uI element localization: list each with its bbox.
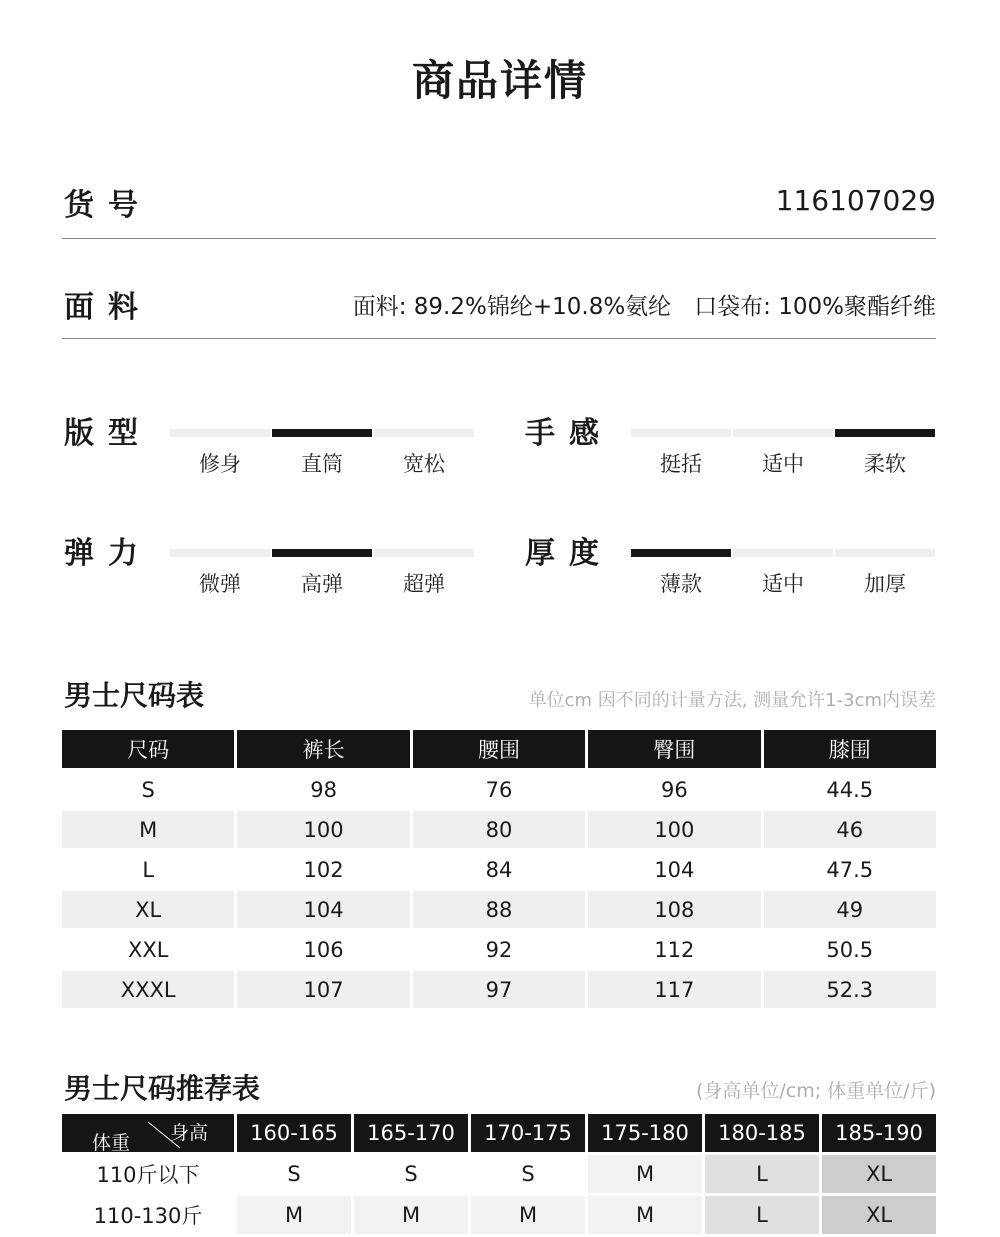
fit-seg-0 xyxy=(170,429,270,437)
table-cell: 47.5 xyxy=(826,857,874,882)
fit-seg-1 xyxy=(272,429,372,437)
table-cell: L xyxy=(142,857,155,882)
stretch-seg-0 xyxy=(170,549,270,557)
table-cell: 98 xyxy=(310,777,337,802)
table-cell: 104 xyxy=(237,891,409,928)
recommend-chart-title: 男士尺码推荐表 xyxy=(64,1072,261,1105)
table-row xyxy=(62,931,936,968)
table-cell: 104 xyxy=(654,857,695,882)
table-cell: XL xyxy=(62,891,234,928)
table-cell: 52.3 xyxy=(764,971,936,1008)
corner-weight-label: 体重 xyxy=(92,1132,131,1154)
table-header: 裤长 xyxy=(237,730,409,768)
table-cell: XXL xyxy=(127,937,169,962)
table-cell: 100 xyxy=(237,811,409,848)
recommend-chart-table xyxy=(59,1111,939,1237)
table-header: 尺码 xyxy=(62,730,234,768)
table-cell: S xyxy=(471,1155,585,1193)
size-chart-note: 单位cm 因不同的计量方法, 测量允许1-3cm内误差 xyxy=(528,690,936,711)
table-cell: 97 xyxy=(413,971,585,1008)
table-header: 170-175 xyxy=(471,1114,585,1152)
stretch-option: 微弹 xyxy=(199,572,241,596)
stretch-seg-1 xyxy=(272,549,372,557)
fabric-label: 面料 xyxy=(64,290,152,325)
table-cell: 80 xyxy=(413,811,585,848)
table-header: 臀围 xyxy=(588,730,760,768)
table-cell: 46 xyxy=(764,811,936,848)
page-title: 商品详情 xyxy=(411,56,588,105)
fit-option: 宽松 xyxy=(403,452,445,476)
table-cell: M xyxy=(62,811,234,848)
table-header: 180-185 xyxy=(705,1114,819,1152)
table-cell: L xyxy=(705,1155,819,1193)
table-header: 165-170 xyxy=(354,1114,468,1152)
divider xyxy=(62,338,936,339)
thickness-option: 加厚 xyxy=(864,572,906,596)
table-cell: XL xyxy=(822,1196,936,1234)
table-header: 160-165 xyxy=(237,1114,351,1152)
feel-option: 挺括 xyxy=(660,452,702,476)
table-row xyxy=(62,891,936,928)
fit-seg-2 xyxy=(374,429,474,437)
table-header: 175-180 xyxy=(588,1114,702,1152)
table-cell: XL xyxy=(822,1155,936,1193)
table-row xyxy=(62,811,936,848)
table-cell: 88 xyxy=(413,891,585,928)
thickness-option: 薄款 xyxy=(660,572,702,596)
item-no-label: 货号 xyxy=(64,188,152,223)
table-cell: L xyxy=(705,1196,819,1234)
fit-option: 修身 xyxy=(199,452,241,476)
table-cell: XXXL xyxy=(62,971,234,1008)
table-cell: 76 xyxy=(485,777,513,802)
table-cell: 107 xyxy=(237,971,409,1008)
table-cell: 84 xyxy=(485,857,513,882)
table-cell: 44.5 xyxy=(826,777,874,802)
table-row xyxy=(62,971,936,1008)
table-cell: S xyxy=(237,1155,351,1193)
feel-seg-2 xyxy=(835,429,935,437)
attr-label-fit: 版型 xyxy=(64,416,152,451)
attr-label-stretch: 弹力 xyxy=(64,536,152,571)
thickness-seg-2 xyxy=(835,549,935,557)
table-cell: 106 xyxy=(303,937,344,962)
size-chart-table xyxy=(59,727,939,1011)
table-row xyxy=(62,1196,936,1234)
thickness-seg-0 xyxy=(631,549,731,557)
weight-cell: 110-130斤 xyxy=(62,1196,234,1234)
table-cell: M xyxy=(588,1155,702,1193)
stretch-option: 超弹 xyxy=(403,572,445,596)
table-row xyxy=(62,771,936,808)
table-cell: 117 xyxy=(588,971,760,1008)
feel-option: 柔软 xyxy=(864,452,906,476)
thickness-option: 适中 xyxy=(762,572,804,596)
table-header-row xyxy=(62,730,936,768)
divider xyxy=(62,238,936,239)
weight-cell: 110斤以下 xyxy=(62,1155,234,1193)
table-cell: M xyxy=(471,1196,585,1234)
attr-label-thickness: 厚度 xyxy=(525,536,613,571)
table-cell: S xyxy=(354,1155,468,1193)
feel-seg-1 xyxy=(733,429,833,437)
diagonal-line xyxy=(62,1114,234,1152)
thickness-seg-1 xyxy=(733,549,833,557)
table-row xyxy=(62,851,936,888)
feel-seg-0 xyxy=(631,429,731,437)
table-cell: S xyxy=(141,777,155,802)
table-cell: M xyxy=(354,1196,468,1234)
table-header: 185-190 xyxy=(822,1114,936,1152)
table-header-row xyxy=(62,1114,936,1152)
table-header: 膝围 xyxy=(764,730,936,768)
item-no-value: 116107029 xyxy=(775,184,936,217)
table-cell: 49 xyxy=(764,891,936,928)
fabric-value: 面料: 89.2%锦纶+10.8%氨纶 口袋布: 100%聚酯纤维 xyxy=(352,294,936,320)
table-cell: 112 xyxy=(654,937,695,962)
stretch-option: 高弹 xyxy=(301,572,343,596)
table-row xyxy=(62,1155,936,1193)
table-cell: 100 xyxy=(588,811,760,848)
table-header: 腰围 xyxy=(413,730,585,768)
recommend-chart-note: (身高单位/cm; 体重单位/斤) xyxy=(695,1080,936,1102)
corner-height-label: 身高 xyxy=(169,1122,208,1144)
feel-option: 适中 xyxy=(762,452,804,476)
table-cell: M xyxy=(237,1196,351,1234)
fit-option: 直筒 xyxy=(301,452,343,476)
size-chart-title: 男士尺码表 xyxy=(64,679,205,712)
table-cell: M xyxy=(588,1196,702,1234)
table-cell: 50.5 xyxy=(826,937,874,962)
table-cell: 102 xyxy=(303,857,344,882)
table-cell: 108 xyxy=(588,891,760,928)
stretch-seg-2 xyxy=(374,549,474,557)
table-cell: 92 xyxy=(485,937,513,962)
corner-header xyxy=(62,1114,234,1152)
table-cell: 96 xyxy=(661,777,688,802)
attr-label-feel: 手感 xyxy=(525,416,613,451)
